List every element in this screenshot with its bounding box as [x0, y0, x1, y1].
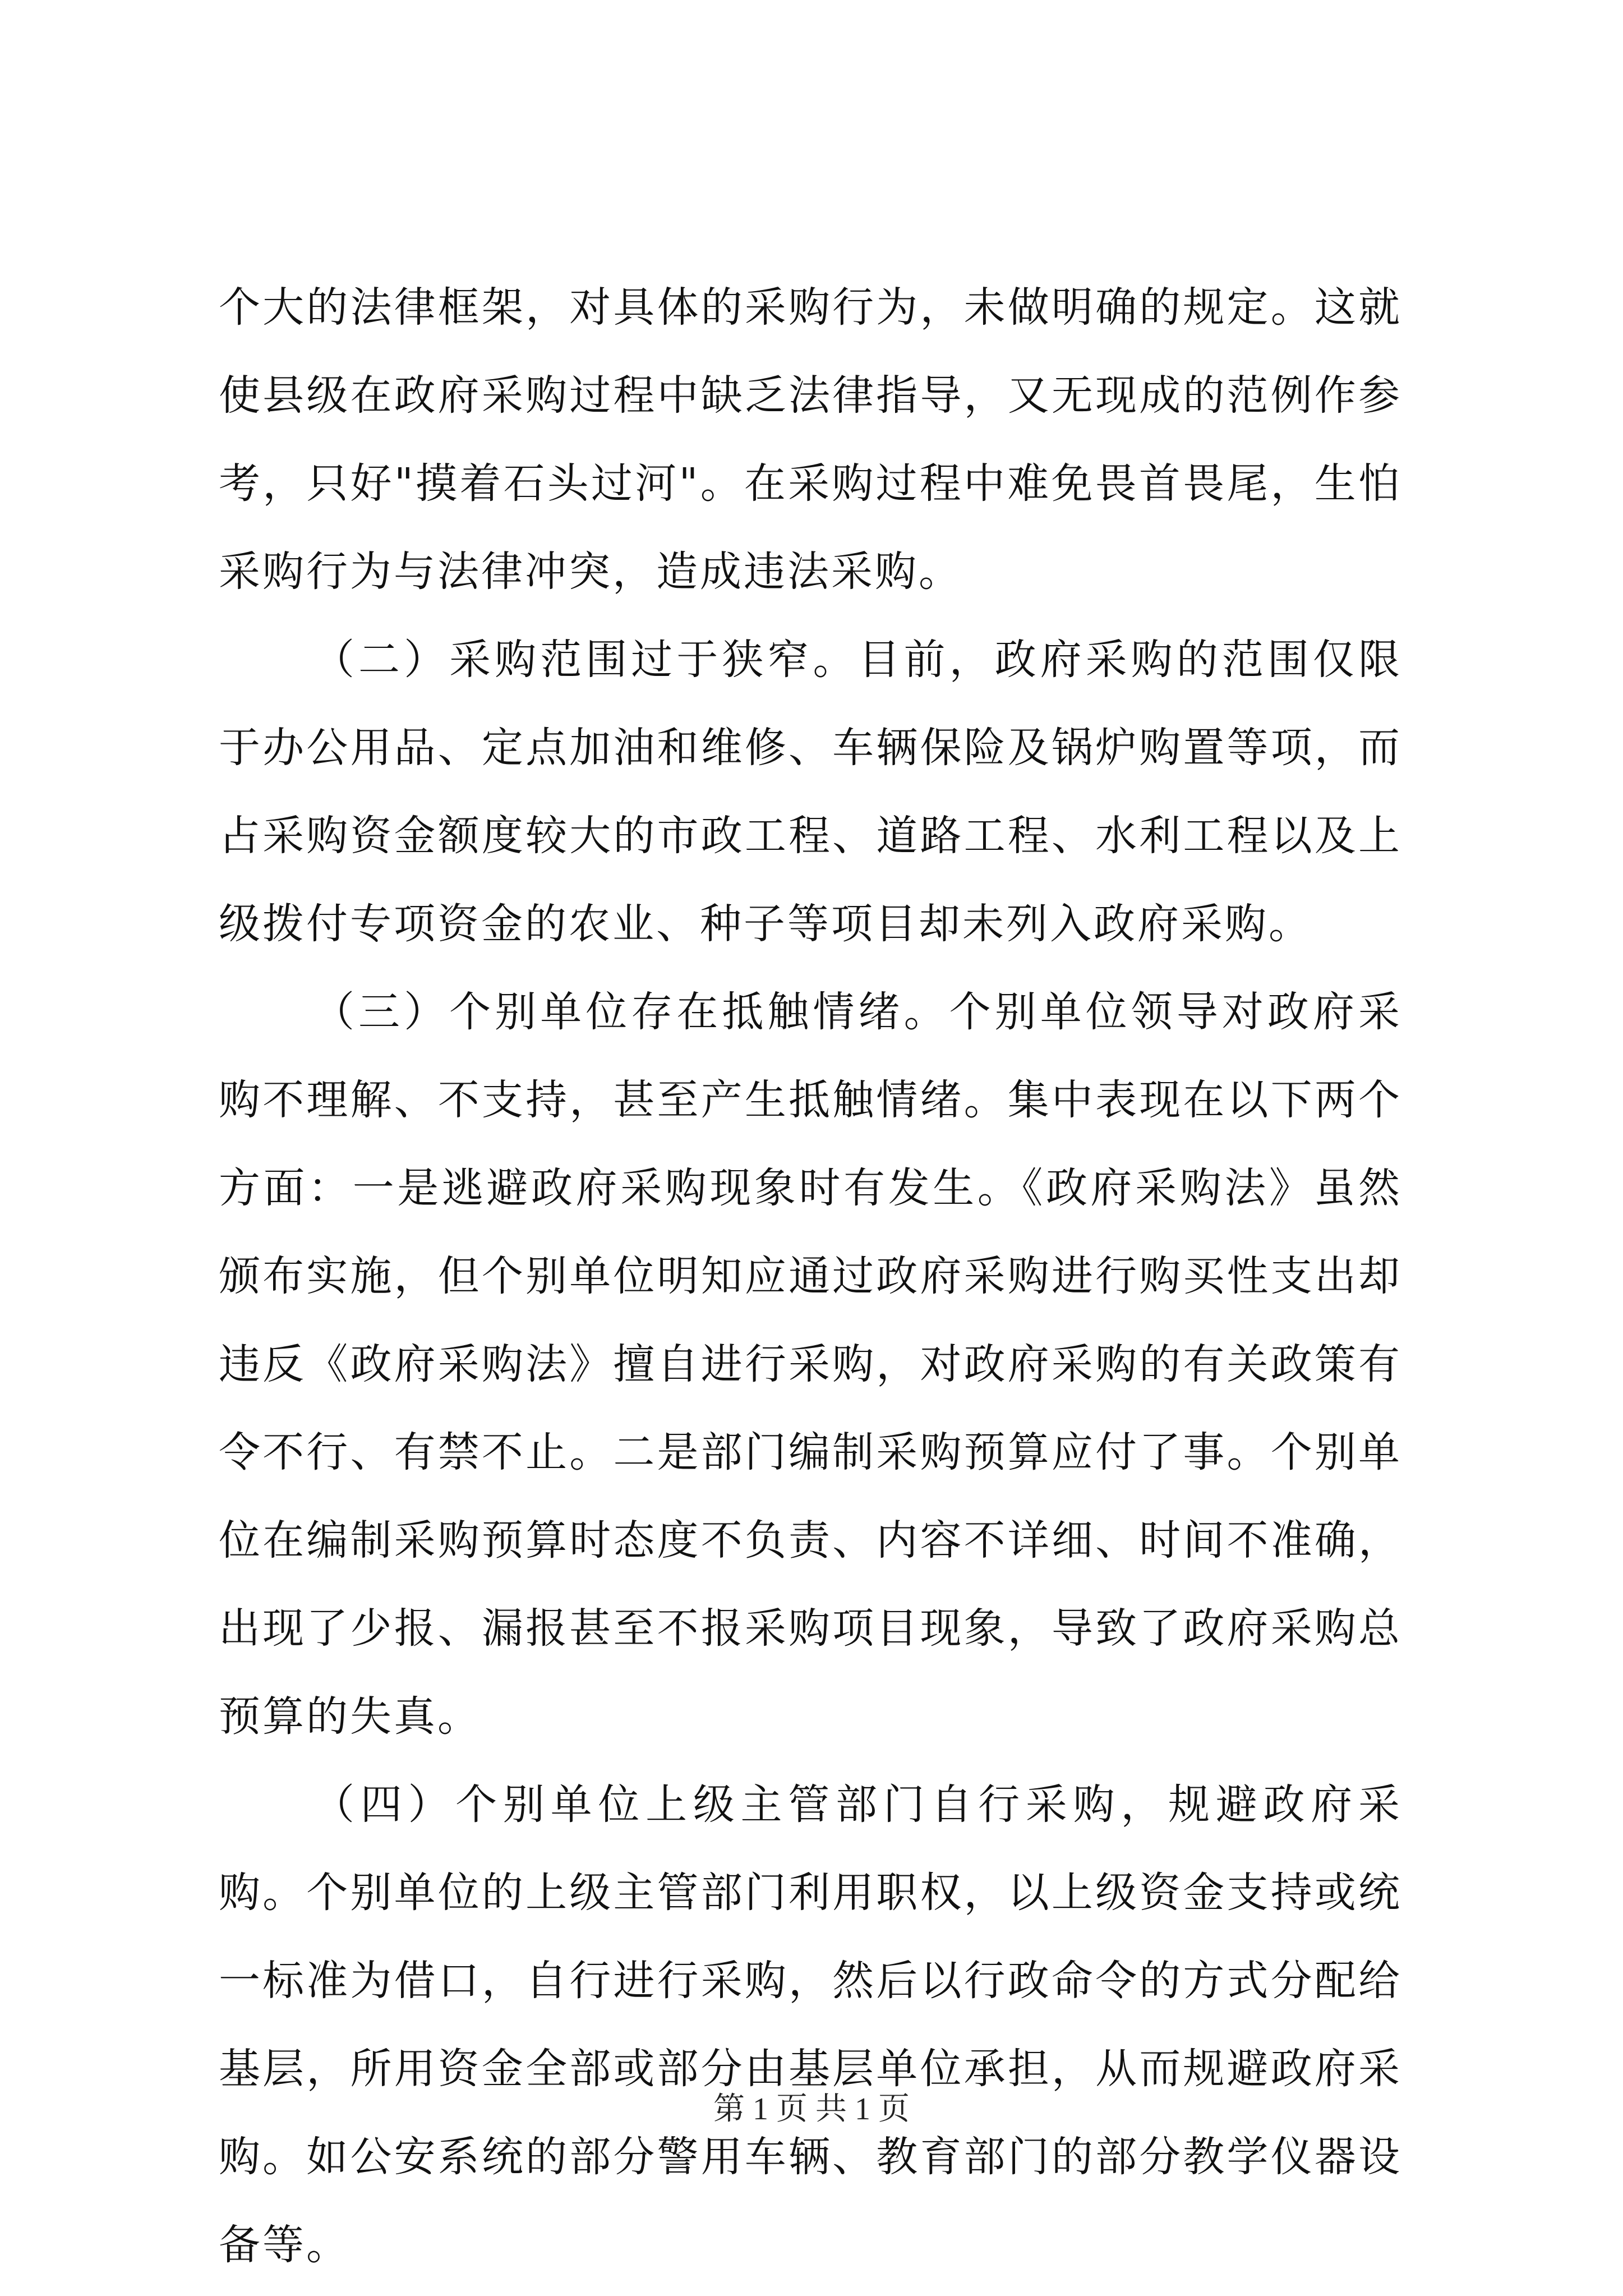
page-number-footer: 第 1 页 共 1 页 [713, 2092, 910, 2127]
paragraph-continuation: 个大的法律框架，对具体的采购行为，未做明确的规定。这就使县级在政府采购过程中缺乏法律指导，又无现成的范例作参考，只好"摸着石头过河"。在采购过程中难免畏首畏尾，生怕采购行为与法律冲突，造成违法采购。 [219, 283, 1402, 596]
paragraph-section-2: （二）采购范围过于狭窄。目前，政府采购的范围仅限于办公用品、定点加油和维修、车辆保险及锅炉购置等项，而占采购资金额度较大的市政工程、道路工程、水利工程以及上级拨付专项资金的农业、种子等项目却未列入政府采购。 [219, 636, 1402, 948]
paragraph-section-4: （四）个别单位上级主管部门自行采购，规避政府采购。个别单位的上级主管部门利用职权，以上级资金支持或统一标准为借口，自行进行采购，然后以行政命令的方式分配给基层，所用资金全部或部分由基层单位承担，从而规避政府采购。如公安系统的部分警用车辆、教育部门的部分教学仪器设备等。 [219, 1780, 1402, 2269]
document-body [219, 264, 1402, 2289]
paragraph-section-3: （三）个别单位存在抵触情绪。个别单位领导对政府采购不理解、不支持，甚至产生抵触情绪。集中表现在以下两个方面：一是逃避政府采购现象时有发生。《政府采购法》虽然颁布实施，但个别单位明知应通过政府采购进行购买性支出却违反《政府采购法》擅自进行采购，对政府采购的有关政策有令不行、有禁不止。二是部门编制采购预算应付了事。个别单位在编制采购预算时态度不负责、内容不详细、时间不准确，出现了少报、漏报甚至不报采购项目现象，导致了政府采购总预算的失真。 [219, 988, 1402, 1741]
